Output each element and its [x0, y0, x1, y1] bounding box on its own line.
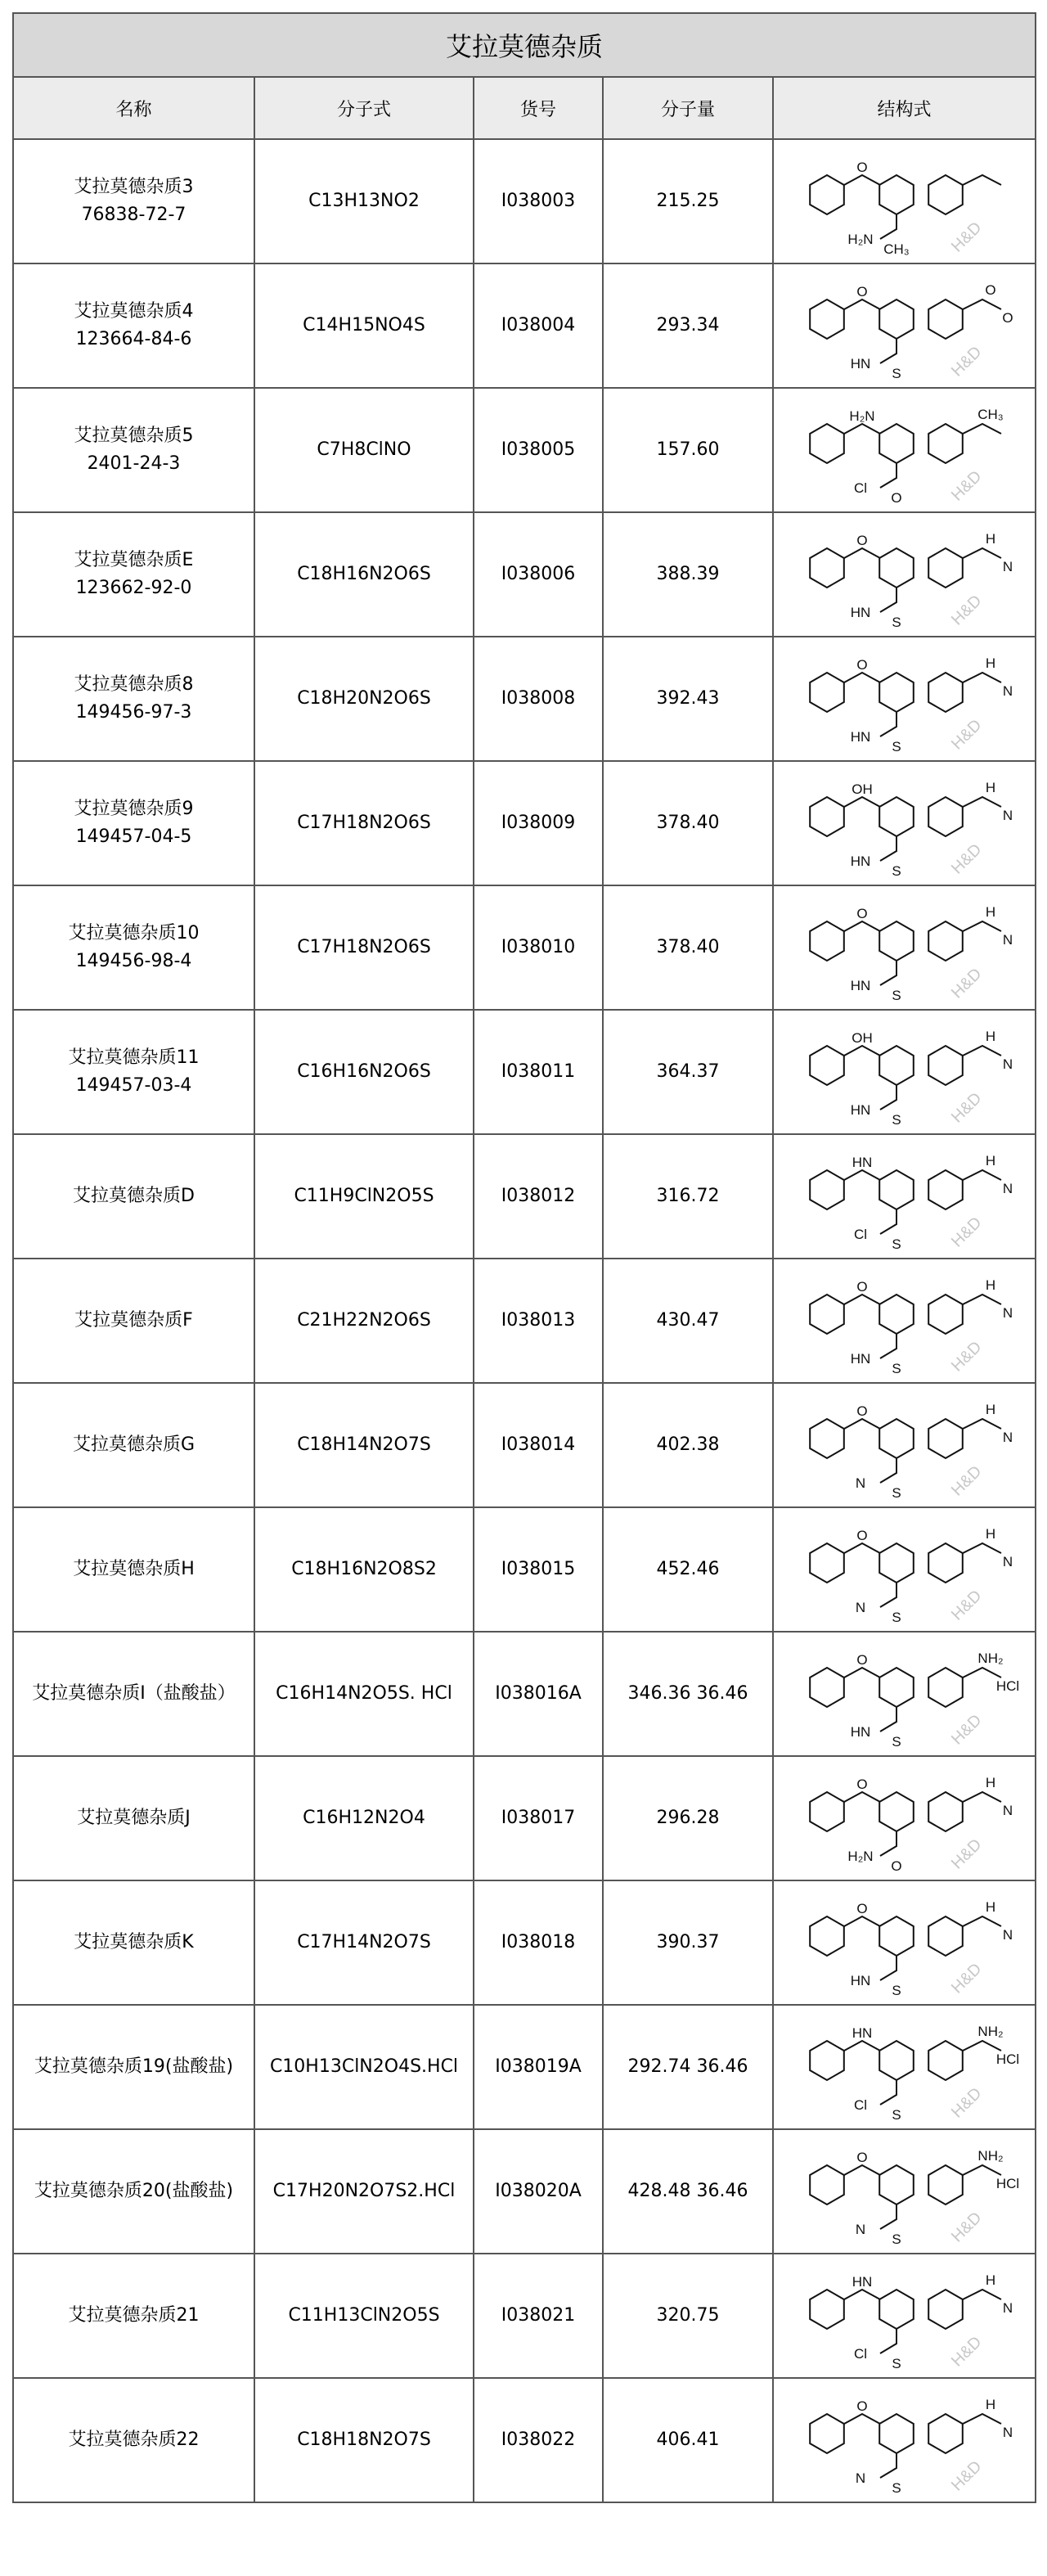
structure-label: O [856, 1403, 868, 1419]
impurity-name: 艾拉莫德杂质K [74, 1932, 194, 1952]
structure-label: O [856, 1279, 868, 1295]
structure-label: H [985, 1775, 995, 1790]
structure-label: N [1002, 1554, 1013, 1569]
catalog-number: I038011 [474, 1010, 603, 1134]
structure-label: S [891, 1983, 901, 1998]
structure-label: H [985, 1029, 995, 1044]
structure-cell [773, 1756, 1036, 1880]
structure-label: Cl [853, 2097, 867, 2113]
structure-label: HN [852, 2274, 872, 2290]
impurity-name-cell [13, 2129, 254, 2254]
structure-label: HN [850, 729, 870, 745]
structure-label: S [891, 1112, 901, 1128]
structure-label: N [1002, 1430, 1013, 1445]
cas-number: 123662-92-0 [75, 578, 192, 598]
structure-label: H [985, 1526, 995, 1542]
structure-label: HN [852, 1155, 872, 1170]
structure-label: OH [851, 1030, 873, 1046]
structure-label: H [985, 1277, 995, 1293]
impurity-name-cell [13, 761, 254, 885]
table-row [13, 885, 1036, 1010]
watermark: H&D [947, 218, 985, 256]
molecular-weight: 292.74 36.46 [603, 2005, 773, 2129]
table-row [13, 2129, 1036, 2254]
molecular-weight: 406.41 [603, 2378, 773, 2502]
structure-drawing [782, 1388, 1027, 1502]
impurity-name-cell [13, 512, 254, 637]
molecular-weight: 346.36 36.46 [603, 1632, 773, 1756]
structure-label: Cl [853, 2346, 867, 2362]
catalog-number: I038009 [474, 761, 603, 885]
header-row [13, 77, 1036, 139]
structure-label: O [856, 1777, 868, 1792]
watermark: H&D [947, 2209, 985, 2246]
cas-number: 149457-04-5 [75, 826, 192, 847]
table-row [13, 1880, 1036, 2005]
table-title: 艾拉莫德杂质 [13, 13, 1036, 77]
molecular-weight: 402.38 [603, 1383, 773, 1507]
molecular-formula: C11H9ClN2O5S [254, 1134, 474, 1259]
molecular-weight: 388.39 [603, 512, 773, 637]
table-row [13, 2378, 1036, 2502]
structure-label: O [856, 2150, 868, 2165]
catalog-number: I038012 [474, 1134, 603, 1259]
molecular-formula: C17H14N2O7S [254, 1880, 474, 2005]
structure-label: O [856, 160, 868, 175]
cas-number: 149457-03-4 [75, 1075, 192, 1096]
impurity-name-cell [13, 1632, 254, 1756]
molecular-weight: 296.28 [603, 1756, 773, 1880]
structure-label: N [1002, 683, 1013, 699]
structure-label: H [985, 655, 995, 671]
catalog-number: I038005 [474, 388, 603, 512]
structure-label: S [891, 2231, 901, 2247]
structure-label: OH [851, 781, 873, 797]
molecular-weight: 428.48 36.46 [603, 2129, 773, 2254]
structure-label: CH₃ [883, 241, 910, 257]
impurity-name: 艾拉莫德杂质10 [68, 923, 200, 943]
molecular-formula: C18H20N2O6S [254, 637, 474, 761]
structure-label: H₂N [848, 408, 875, 424]
molecular-weight: 157.60 [603, 388, 773, 512]
impurity-name-cell [13, 1880, 254, 2005]
catalog-number: I038004 [474, 263, 603, 388]
table-row [13, 1010, 1036, 1134]
molecular-formula: C16H14N2O5S. HCl [254, 1632, 474, 1756]
structure-label: H [985, 1899, 995, 1915]
table-row [13, 388, 1036, 512]
structure-drawing [782, 2259, 1027, 2373]
watermark: H&D [947, 1338, 985, 1376]
impurity-name-cell [13, 1383, 254, 1507]
structure-label: S [891, 1361, 901, 1376]
structure-label: N [1002, 559, 1013, 574]
watermark: H&D [947, 1835, 985, 1873]
structure-label: O [856, 1901, 868, 1916]
table-row [13, 1756, 1036, 1880]
structure-cell [773, 1880, 1036, 2005]
structure-drawing [782, 1637, 1027, 1751]
impurity-name-cell [13, 1010, 254, 1134]
catalog-number: I038015 [474, 1507, 603, 1632]
impurity-name: 艾拉莫德杂质J [77, 1808, 191, 1828]
structure-label: N [1002, 1803, 1013, 1818]
molecular-formula: C21H22N2O6S [254, 1259, 474, 1383]
structure-label: HN [850, 1724, 870, 1740]
molecular-formula: C16H12N2O4 [254, 1756, 474, 1880]
structure-cell [773, 1507, 1036, 1632]
structure-label: S [891, 366, 901, 381]
structure-cell [773, 388, 1036, 512]
table-row [13, 512, 1036, 637]
structure-label: S [891, 615, 901, 630]
catalog-number: I038010 [474, 885, 603, 1010]
structure-label: NH₂ [977, 2148, 1004, 2164]
table-row [13, 1632, 1036, 1756]
molecular-formula: C17H18N2O6S [254, 761, 474, 885]
watermark: H&D [947, 716, 985, 754]
molecular-formula: C18H16N2O6S [254, 512, 474, 637]
molecular-weight: 293.34 [603, 263, 773, 388]
impurity-name: 艾拉莫德杂质G [72, 1434, 195, 1455]
structure-label: N [1002, 808, 1013, 823]
structure-label: O [856, 1652, 868, 1668]
structure-label: Cl [853, 1227, 867, 1242]
structure-label: N [1002, 932, 1013, 948]
catalog-number: I038020A [474, 2129, 603, 2254]
structure-label: S [891, 1610, 901, 1625]
catalog-number: I038021 [474, 2254, 603, 2378]
cas-number: 149456-97-3 [75, 702, 192, 723]
impurity-name-cell [13, 1756, 254, 1880]
structure-drawing [782, 1139, 1027, 1254]
structure-label: HCl [995, 2051, 1019, 2067]
table-row [13, 761, 1036, 885]
structure-drawing [782, 2134, 1027, 2249]
structure-label: O [856, 533, 868, 548]
structure-label: O [856, 1528, 868, 1543]
molecular-formula: C17H20N2O7S2.HCl [254, 2129, 474, 2254]
structure-label: Cl [853, 480, 867, 496]
structure-cell [773, 2129, 1036, 2254]
cas-number: 149456-98-4 [75, 951, 192, 971]
structure-label: N [1002, 1181, 1013, 1196]
impurity-name-cell [13, 263, 254, 388]
impurity-name: 艾拉莫德杂质22 [68, 2430, 200, 2450]
molecular-weight: 452.46 [603, 1507, 773, 1632]
structure-label: S [891, 1734, 901, 1750]
impurity-name: 艾拉莫德杂质21 [68, 2305, 200, 2326]
molecular-weight: 316.72 [603, 1134, 773, 1259]
structure-label: HN [850, 853, 870, 869]
structure-label: O [1001, 310, 1013, 326]
impurity-name: 艾拉莫德杂质H [73, 1559, 195, 1579]
impurity-name: 艾拉莫德杂质19(盐酸盐) [34, 2056, 234, 2077]
structure-drawing [782, 890, 1027, 1005]
molecular-formula: C17H18N2O6S [254, 885, 474, 1010]
watermark: H&D [947, 1587, 985, 1624]
title-row [13, 13, 1036, 77]
structure-label: H [985, 1402, 995, 1417]
structure-label: S [891, 2480, 901, 2496]
structure-drawing [782, 2383, 1027, 2497]
structure-cell [773, 761, 1036, 885]
structure-label: H [985, 904, 995, 920]
structure-cell [773, 2005, 1036, 2129]
header-catalog: 货号 [474, 77, 603, 139]
structure-label: S [891, 1485, 901, 1501]
structure-label: CH₃ [977, 407, 1004, 422]
structure-cell [773, 1632, 1036, 1756]
structure-drawing [782, 144, 1027, 259]
table-row [13, 1383, 1036, 1507]
structure-label: N [1002, 2300, 1013, 2316]
structure-cell [773, 1134, 1036, 1259]
header-mw: 分子量 [603, 77, 773, 139]
impurity-name: 艾拉莫德杂质E [74, 550, 194, 570]
structure-label: H₂N [847, 1849, 874, 1864]
table-row [13, 1507, 1036, 1632]
structure-cell [773, 139, 1036, 263]
structure-drawing [782, 268, 1027, 383]
structure-label: S [891, 2107, 901, 2123]
watermark: H&D [947, 1711, 985, 1749]
molecular-formula: C7H8ClNO [254, 388, 474, 512]
catalog-number: I038013 [474, 1259, 603, 1383]
catalog-number: I038018 [474, 1880, 603, 2005]
structure-label: HN [850, 1351, 870, 1367]
impurity-name-cell [13, 1507, 254, 1632]
table-row [13, 1134, 1036, 1259]
structure-label: O [856, 657, 868, 673]
structure-cell [773, 1010, 1036, 1134]
structure-label: O [856, 284, 868, 299]
catalog-number: I038022 [474, 2378, 603, 2502]
structure-cell [773, 1259, 1036, 1383]
watermark: H&D [947, 1089, 985, 1127]
impurity-name-cell [13, 2254, 254, 2378]
structure-drawing [782, 642, 1027, 756]
structure-drawing [782, 2010, 1027, 2124]
catalog-number: I038006 [474, 512, 603, 637]
structure-label: N [855, 1600, 865, 1615]
structure-label: H₂N [847, 232, 874, 247]
molecular-weight: 215.25 [603, 139, 773, 263]
table-row [13, 2254, 1036, 2378]
table-row [13, 637, 1036, 761]
watermark: H&D [947, 2457, 985, 2495]
watermark: H&D [947, 2333, 985, 2371]
molecular-weight: 430.47 [603, 1259, 773, 1383]
structure-label: HN [850, 1973, 870, 1988]
watermark: H&D [947, 592, 985, 629]
catalog-number: I038003 [474, 139, 603, 263]
molecular-weight: 378.40 [603, 885, 773, 1010]
structure-label: H [985, 1153, 995, 1169]
watermark: H&D [947, 467, 985, 505]
impurity-name-cell [13, 1259, 254, 1383]
molecular-formula: C11H13ClN2O5S [254, 2254, 474, 2378]
header-structure: 结构式 [773, 77, 1036, 139]
structure-drawing [782, 517, 1027, 632]
structure-label: S [891, 2356, 901, 2371]
molecular-weight: 378.40 [603, 761, 773, 885]
structure-label: O [890, 490, 902, 506]
structure-label: HN [850, 978, 870, 993]
impurity-name: 艾拉莫德杂质9 [74, 799, 194, 819]
structure-drawing [782, 1761, 1027, 1876]
cas-number: 123664-84-6 [75, 329, 192, 349]
structure-cell [773, 637, 1036, 761]
catalog-number: I038017 [474, 1756, 603, 1880]
structure-label: H [985, 2272, 995, 2288]
impurity-name: 艾拉莫德杂质3 [74, 177, 194, 197]
watermark: H&D [947, 2084, 985, 2122]
impurity-table [12, 12, 1036, 2503]
structure-drawing [782, 1263, 1027, 1378]
structure-label: N [855, 2470, 865, 2486]
structure-cell [773, 512, 1036, 637]
impurity-name-cell [13, 637, 254, 761]
structure-label: N [855, 1475, 865, 1491]
molecular-weight: 390.37 [603, 1880, 773, 2005]
impurity-name: 艾拉莫德杂质I（盐酸盐） [32, 1683, 236, 1704]
impurity-name: 艾拉莫德杂质4 [74, 301, 194, 322]
impurity-name: 艾拉莫德杂质D [73, 1186, 195, 1206]
structure-label: O [856, 2398, 868, 2414]
molecular-formula: C16H16N2O6S [254, 1010, 474, 1134]
molecular-formula: C18H16N2O8S2 [254, 1507, 474, 1632]
molecular-formula: C13H13NO2 [254, 139, 474, 263]
structure-label: NH₂ [977, 1651, 1004, 1666]
impurity-name-cell [13, 885, 254, 1010]
structure-label: HN [850, 605, 870, 620]
molecular-formula: C10H13ClN2O4S.HCl [254, 2005, 474, 2129]
impurity-name-cell [13, 2378, 254, 2502]
structure-label: N [1002, 1305, 1013, 1321]
catalog-number: I038008 [474, 637, 603, 761]
molecular-formula: C18H18N2O7S [254, 2378, 474, 2502]
impurity-name: 艾拉莫德杂质8 [74, 674, 194, 695]
structure-label: S [891, 1236, 901, 1252]
table-row [13, 2005, 1036, 2129]
cas-number: 76838-72-7 [81, 205, 186, 225]
structure-drawing [782, 766, 1027, 880]
table-row [13, 1259, 1036, 1383]
structure-label: H [985, 531, 995, 547]
structure-label: HCl [995, 1678, 1019, 1694]
catalog-number: I038019A [474, 2005, 603, 2129]
watermark: H&D [947, 1214, 985, 1251]
structure-label: HN [852, 2025, 872, 2041]
structure-label: H [985, 2397, 995, 2412]
watermark: H&D [947, 1960, 985, 1997]
impurity-name: 艾拉莫德杂质F [74, 1310, 193, 1331]
header-formula: 分子式 [254, 77, 474, 139]
structure-label: N [1002, 1927, 1013, 1943]
watermark: H&D [947, 343, 985, 381]
structure-label: HN [850, 356, 870, 372]
structure-label: HCl [995, 2176, 1019, 2191]
watermark: H&D [947, 840, 985, 878]
structure-cell [773, 2378, 1036, 2502]
header-name: 名称 [13, 77, 254, 139]
cas-number: 2401-24-3 [87, 453, 181, 474]
table-row [13, 139, 1036, 263]
structure-drawing [782, 393, 1027, 507]
structure-label: NH₂ [977, 2024, 1004, 2039]
structure-label: S [891, 988, 901, 1003]
molecular-formula: C14H15NO4S [254, 263, 474, 388]
catalog-number: I038014 [474, 1383, 603, 1507]
impurity-name: 艾拉莫德杂质5 [74, 426, 194, 446]
molecular-weight: 320.75 [603, 2254, 773, 2378]
structure-cell [773, 885, 1036, 1010]
impurity-name: 艾拉莫德杂质11 [68, 1047, 200, 1068]
structure-label: N [1002, 1056, 1013, 1072]
structure-cell [773, 2254, 1036, 2378]
impurity-name-cell [13, 388, 254, 512]
structure-label: N [1002, 2425, 1013, 2440]
structure-label: S [891, 739, 901, 754]
impurity-name: 艾拉莫德杂质20(盐酸盐) [34, 2181, 234, 2201]
structure-drawing [782, 1512, 1027, 1627]
structure-label: O [856, 906, 868, 921]
structure-label: H [985, 780, 995, 795]
table-row [13, 263, 1036, 388]
structure-cell [773, 263, 1036, 388]
watermark: H&D [947, 965, 985, 1002]
structure-drawing [782, 1015, 1027, 1129]
watermark: H&D [947, 1462, 985, 1500]
structure-drawing [782, 1885, 1027, 2000]
impurity-sheet [12, 12, 1035, 2503]
impurity-name-cell [13, 2005, 254, 2129]
impurity-name-cell [13, 1134, 254, 1259]
molecular-weight: 364.37 [603, 1010, 773, 1134]
structure-cell [773, 1383, 1036, 1507]
structure-label: S [891, 863, 901, 879]
molecular-formula: C18H14N2O7S [254, 1383, 474, 1507]
impurity-name-cell [13, 139, 254, 263]
structure-label: O [890, 1858, 902, 1874]
catalog-number: I038016A [474, 1632, 603, 1756]
structure-label: O [984, 282, 996, 298]
structure-label: HN [850, 1102, 870, 1118]
molecular-weight: 392.43 [603, 637, 773, 761]
structure-label: N [855, 2222, 865, 2237]
